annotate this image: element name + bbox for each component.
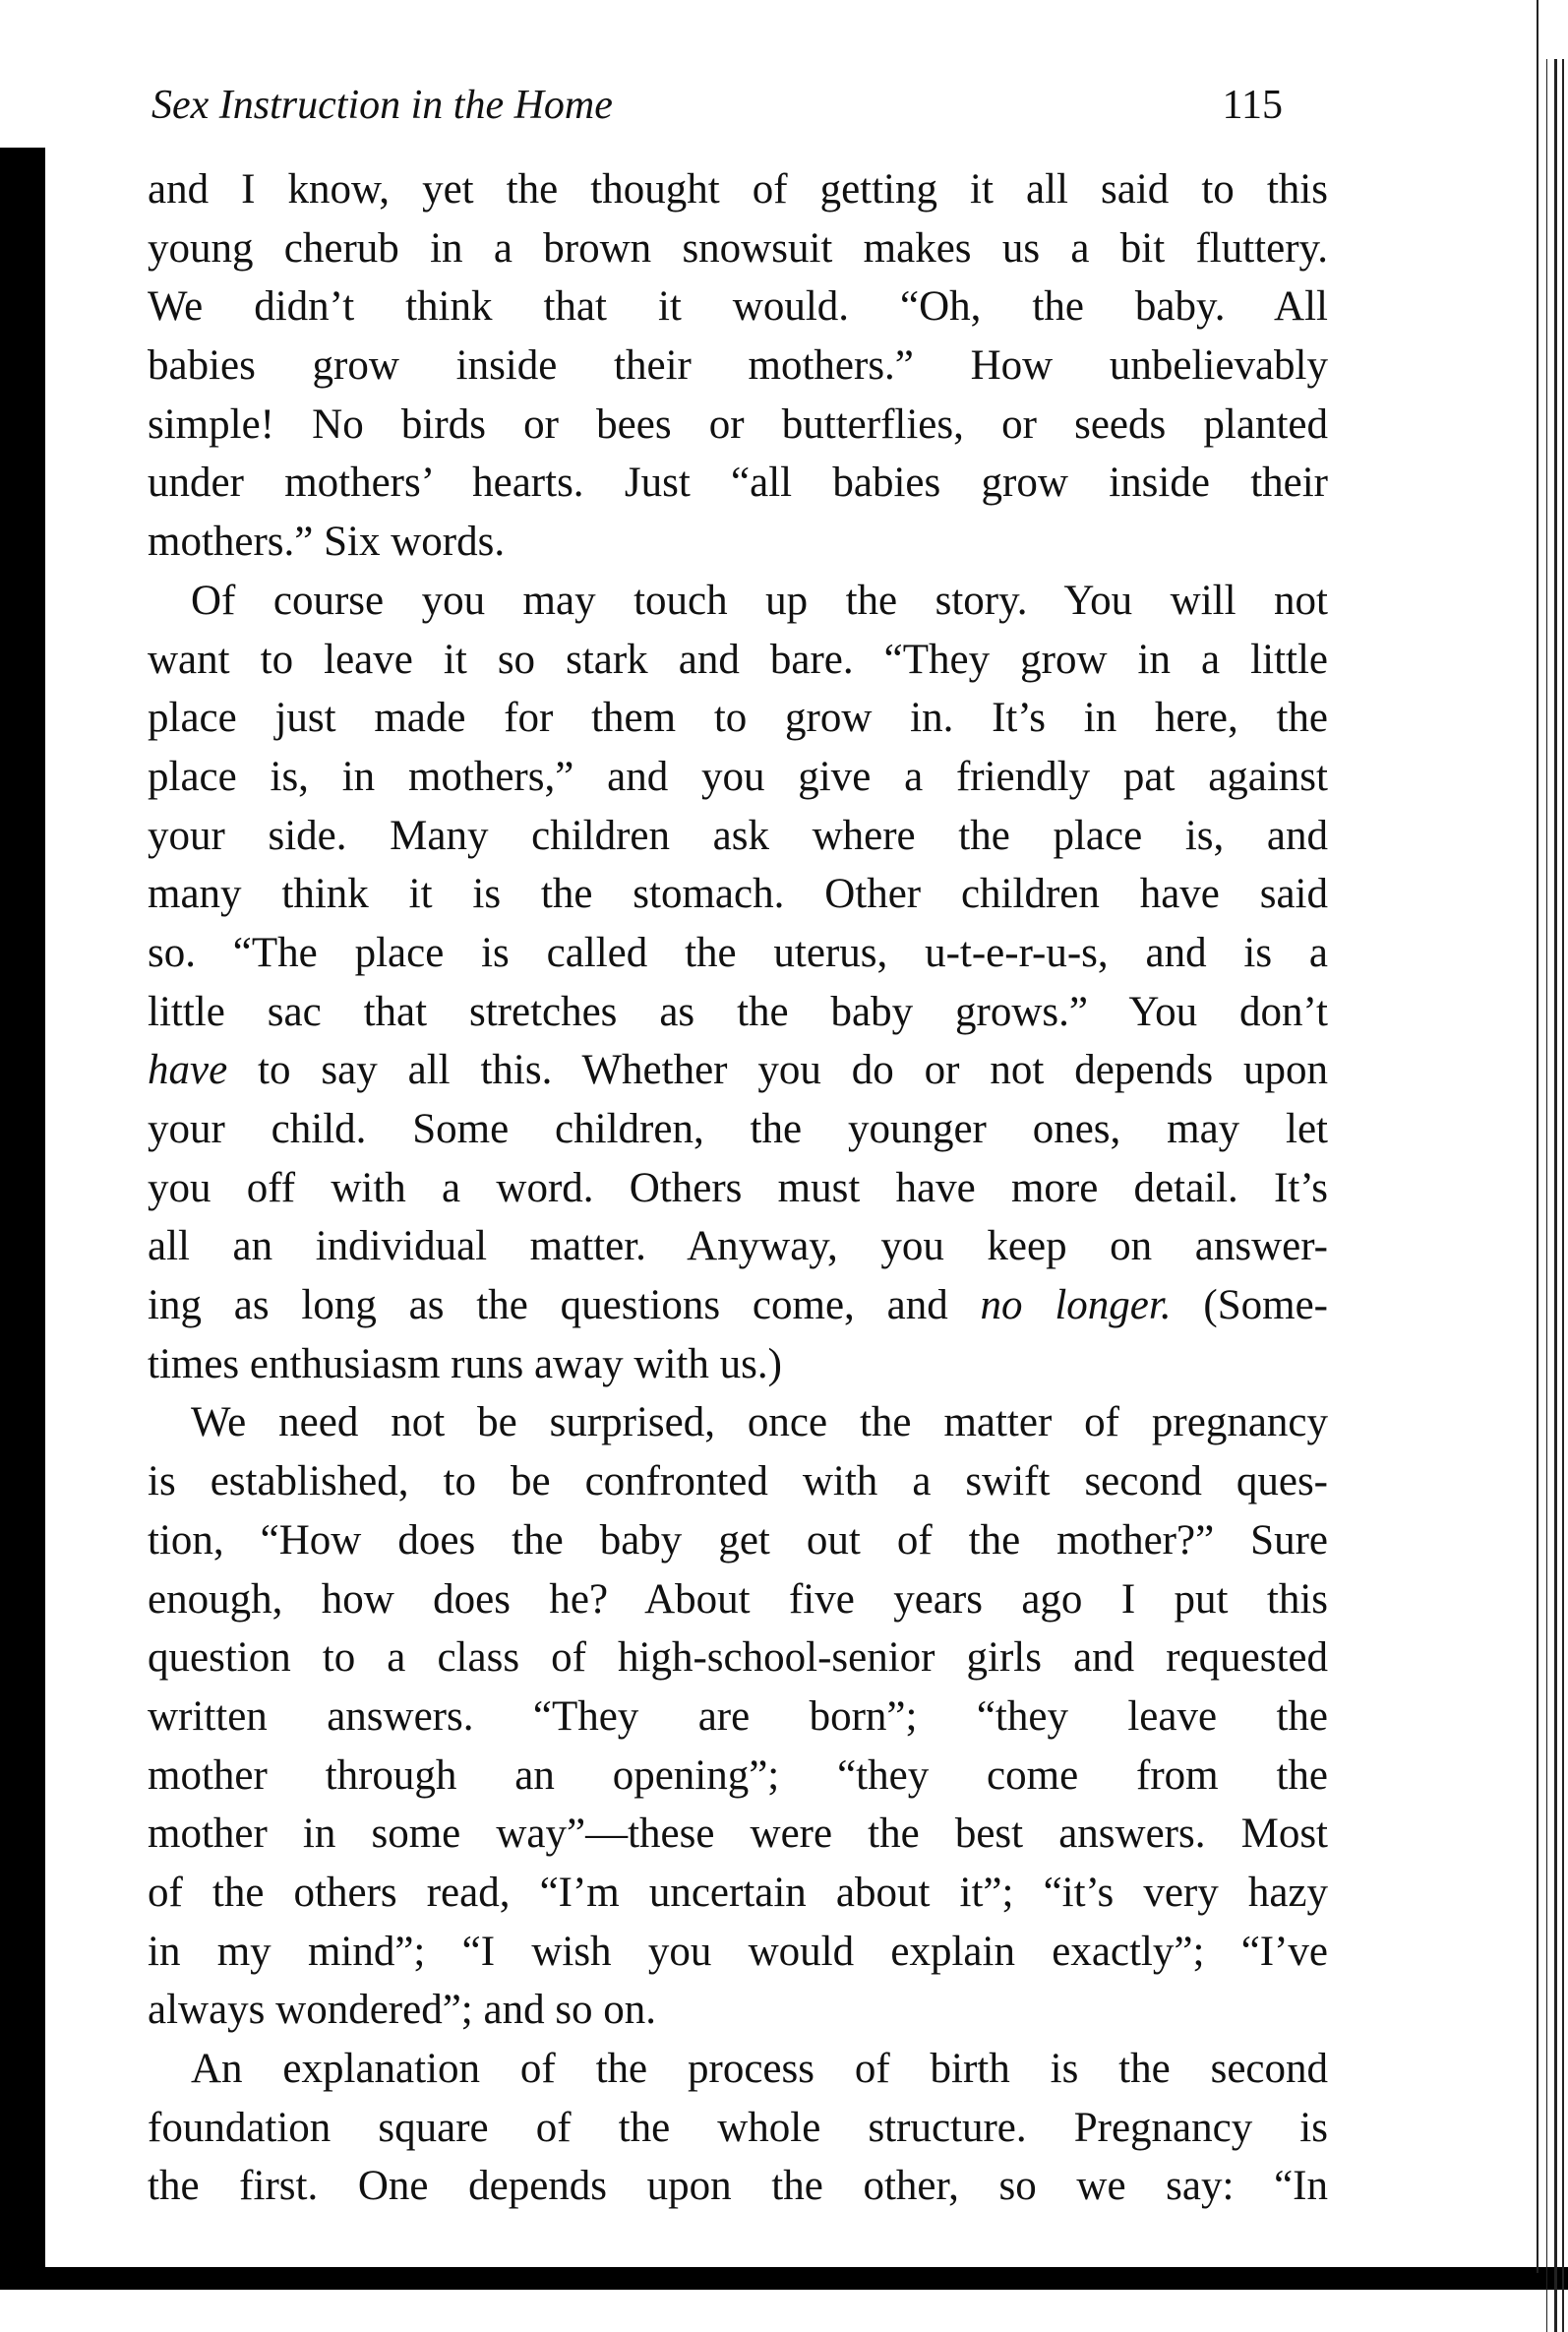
text-line: all an individual matter. Anyway, you keep on answer-	[148, 1223, 1328, 1270]
text-line: many think it is the stomach. Other children have said	[148, 871, 1328, 918]
scan-left-edge	[0, 148, 45, 2290]
scan-bottom-edge	[0, 2267, 1568, 2290]
text-line: written answers. “They are born”; “they leave the	[148, 1692, 1328, 1740]
running-head: Sex Instruction in the Home	[151, 83, 613, 128]
text-line	[148, 1276, 1328, 1335]
text-line: foundation square of the whole structure. Pregnancy is	[148, 2104, 1328, 2151]
body-text	[148, 160, 1328, 2216]
text-line: question to a class of high-school-senior girls and requested	[148, 1634, 1328, 1682]
text-segment: ing as long as the questions come, and	[148, 1282, 981, 1329]
text-line: and I know, yet the thought of getting it all said to this	[148, 166, 1328, 213]
page-number: 115	[1222, 83, 1283, 128]
text-line: always wondered”; and so on.	[148, 1987, 657, 2034]
text-line: mother through an opening”; “they come from the	[148, 1751, 1328, 1799]
text-line: tion, “How does the baby get out of the mother?” Sure	[148, 1516, 1328, 1564]
text-line: place is, in mothers,” and you give a friendly pat against	[148, 753, 1328, 800]
text-line: We need not be surprised, once the matter of pregnancy	[191, 1399, 1328, 1446]
text-line: Of course you may touch up the story. You will not	[191, 577, 1328, 624]
paragraph	[148, 1393, 1328, 2040]
paragraph	[148, 2040, 1328, 2216]
text-line: simple! No birds or bees or butterflies, or seeds planted	[148, 400, 1328, 448]
italic-text: no longer.	[980, 1282, 1172, 1329]
italic-text: have	[148, 1047, 228, 1094]
text-line: is established, to be confronted with a swift second ques-	[148, 1458, 1328, 1505]
text-segment: to say all this. Whether you do or not depends upon	[227, 1047, 1328, 1094]
text-line: We didn’t think that it would. “Oh, the baby. All	[148, 283, 1328, 331]
text-line: in my mind”; “I wish you would explain exactly”; “I’ve	[148, 1928, 1328, 1975]
text-line: of the others read, “I’m uncertain about it”; “it’s very hazy	[148, 1869, 1328, 1916]
text-line: your child. Some children, the younger ones, may let	[148, 1106, 1328, 1152]
text-line: times enthusiasm runs away with us.)	[148, 1340, 782, 1387]
paragraph	[148, 572, 1328, 1394]
text-line: your side. Many children ask where the place is, and	[148, 812, 1328, 859]
text-line: want to leave it so stark and bare. “They grow in a little	[148, 636, 1328, 683]
page-edge-line	[1537, 0, 1538, 2273]
page-edge-line	[1554, 59, 1557, 2332]
text-line: mothers.” Six words.	[148, 519, 506, 566]
page-edge-line	[1546, 59, 1547, 2332]
text-line: young cherub in a brown snowsuit makes us a bit fluttery.	[148, 224, 1328, 272]
scan-page-corner	[45, 2214, 104, 2269]
text-line	[148, 1041, 1328, 1100]
page-header	[151, 75, 1283, 136]
text-line: you off with a word. Others must have more detail. It’s	[148, 1164, 1328, 1211]
text-segment: (Some-	[1171, 1282, 1328, 1329]
text-line: little sac that stretches as the baby grows.” You don’t	[148, 988, 1328, 1035]
text-line: enough, how does he? About five years ago I put this	[148, 1575, 1328, 1623]
paragraph	[148, 160, 1328, 572]
text-line: An explanation of the process of birth is the second	[191, 2046, 1328, 2092]
text-line: under mothers’ hearts. Just “all babies grow inside their	[148, 460, 1328, 507]
text-line: place just made for them to grow in. It’s in here, the	[148, 695, 1328, 742]
text-line: mother in some way”—these were the best answers. Most	[148, 1810, 1328, 1858]
text-line: so. “The place is called the uterus, u-t-e-r-u-s, and is a	[148, 929, 1328, 976]
page-edge-line	[1562, 59, 1564, 2332]
text-line: babies grow inside their mothers.” How unbelievably	[148, 342, 1328, 390]
text-line: the first. One depends upon the other, so we say: “In	[148, 2163, 1328, 2210]
